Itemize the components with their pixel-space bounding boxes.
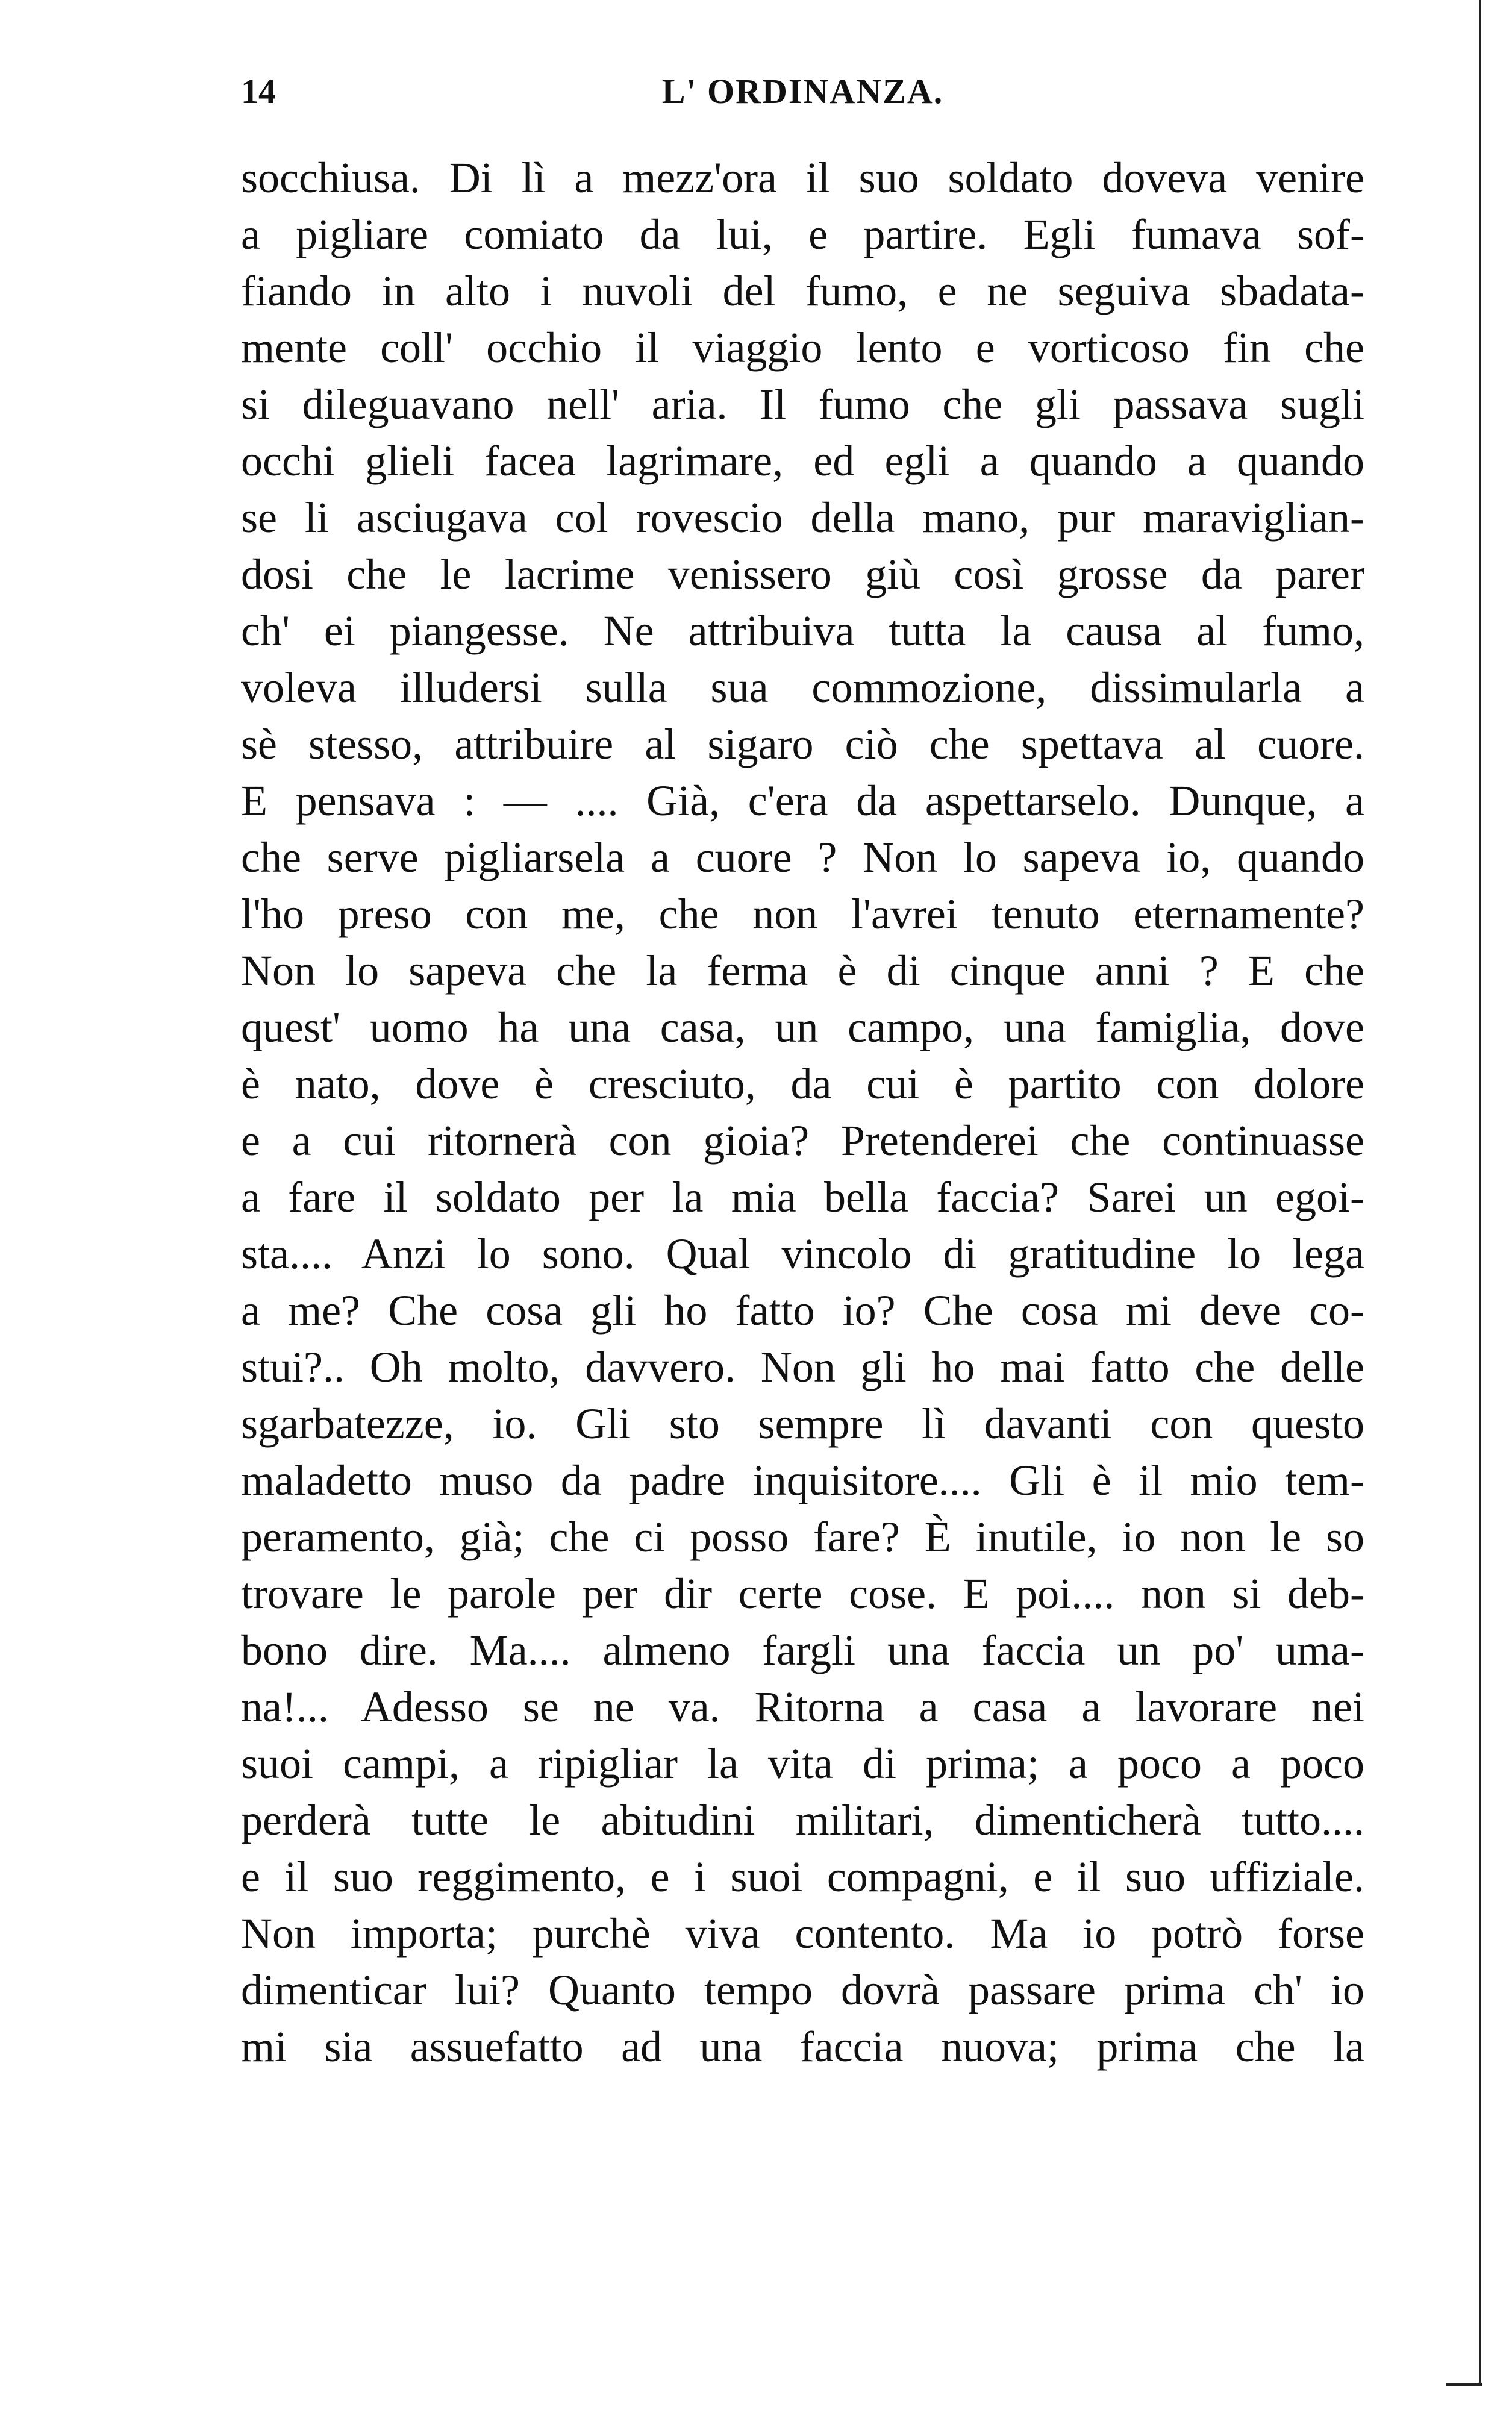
- text-line: se li asciugava col rovescio della mano, pur maraviglian-: [241, 493, 1364, 542]
- text-line: e a cui ritornerà con gioia? Pretenderei che continuasse: [241, 1116, 1364, 1165]
- text-line: suoi campi, a ripigliar la vita di prima; a poco a poco: [241, 1739, 1364, 1788]
- text-line: mi sia assuefatto ad una faccia nuova; prima che la: [241, 2023, 1364, 2071]
- text-line: bono dire. Ma.... almeno fargli una faccia un po' uma-: [241, 1626, 1364, 1674]
- text-line: ch' ei piangesse. Ne attribuiva tutta la causa al fumo,: [241, 607, 1364, 655]
- text-line: perderà tutte le abitudini militari, dimenticherà tutto....: [241, 1796, 1364, 1844]
- body-text: [241, 149, 1364, 2075]
- page-number: 14: [241, 72, 276, 111]
- text-line: Non lo sapeva che la ferma è di cinque anni ? E che: [241, 947, 1364, 995]
- text-line: peramento, già; che ci posso fare? È inutile, io non le so: [241, 1513, 1364, 1561]
- text-line: mente coll' occhio il viaggio lento e vorticoso fin che: [241, 324, 1364, 372]
- text-line: voleva illudersi sulla sua commozione, dissimularla a: [241, 663, 1364, 712]
- text-line: sè stesso, attribuire al sigaro ciò che spettava al cuore.: [241, 720, 1364, 768]
- text-line: quest' uomo ha una casa, un campo, una famiglia, dove: [241, 1003, 1364, 1051]
- text-line: na!... Adesso se ne va. Ritorna a casa a lavorare nei: [241, 1683, 1364, 1731]
- text-line: sta.... Anzi lo sono. Qual vincolo di gratitudine lo lega: [241, 1230, 1364, 1278]
- text-line: dosi che le lacrime venissero giù così grosse da parer: [241, 550, 1364, 598]
- text-line: a fare il soldato per la mia bella faccia? Sarei un egoi-: [241, 1173, 1364, 1221]
- text-line: E pensava : — .... Già, c'era da aspettarselo. Dunque, a: [241, 777, 1364, 825]
- text-line: e il suo reggimento, e i suoi compagni, e il suo uffiziale.: [241, 1853, 1364, 1901]
- text-line: fiando in alto i nuvoli del fumo, e ne seguiva sbadata-: [241, 267, 1364, 315]
- text-line: che serve pigliarsela a cuore ? Non lo sapeva io, quando: [241, 833, 1364, 881]
- text-line: dimenticar lui? Quanto tempo dovrà passare prima ch' io: [241, 1966, 1364, 2014]
- text-line: stui?.. Oh molto, davvero. Non gli ho mai fatto che delle: [241, 1343, 1364, 1391]
- text-line: trovare le parole per dir certe cose. E poi.... non si deb-: [241, 1569, 1364, 1618]
- text-line: socchiusa. Di lì a mezz'ora il suo soldato doveva venire: [241, 154, 1364, 202]
- page-edge-rule: [1479, 0, 1481, 2386]
- text-line: maladetto muso da padre inquisitore.... Gli è il mio tem-: [241, 1456, 1364, 1504]
- running-title: L' ORDINANZA.: [661, 72, 944, 111]
- text-line: a pigliare comiato da lui, e partire. Egli fumava sof-: [241, 210, 1364, 258]
- text-line: sgarbatezze, io. Gli sto sempre lì davanti con questo: [241, 1400, 1364, 1448]
- page-header: [241, 71, 1364, 125]
- page-corner-mark: [1446, 2383, 1482, 2386]
- text-line: a me? Che cosa gli ho fatto io? Che cosa mi deve co-: [241, 1286, 1364, 1335]
- text-line: l'ho preso con me, che non l'avrei tenuto eternamente?: [241, 890, 1364, 938]
- text-line: si dileguavano nell' aria. Il fumo che gli passava sugli: [241, 380, 1364, 428]
- text-line: è nato, dove è cresciuto, da cui è partito con dolore: [241, 1060, 1364, 1108]
- text-line: occhi glieli facea lagrimare, ed egli a quando a quando: [241, 437, 1364, 485]
- text-line: Non importa; purchè viva contento. Ma io potrò forse: [241, 1909, 1364, 1958]
